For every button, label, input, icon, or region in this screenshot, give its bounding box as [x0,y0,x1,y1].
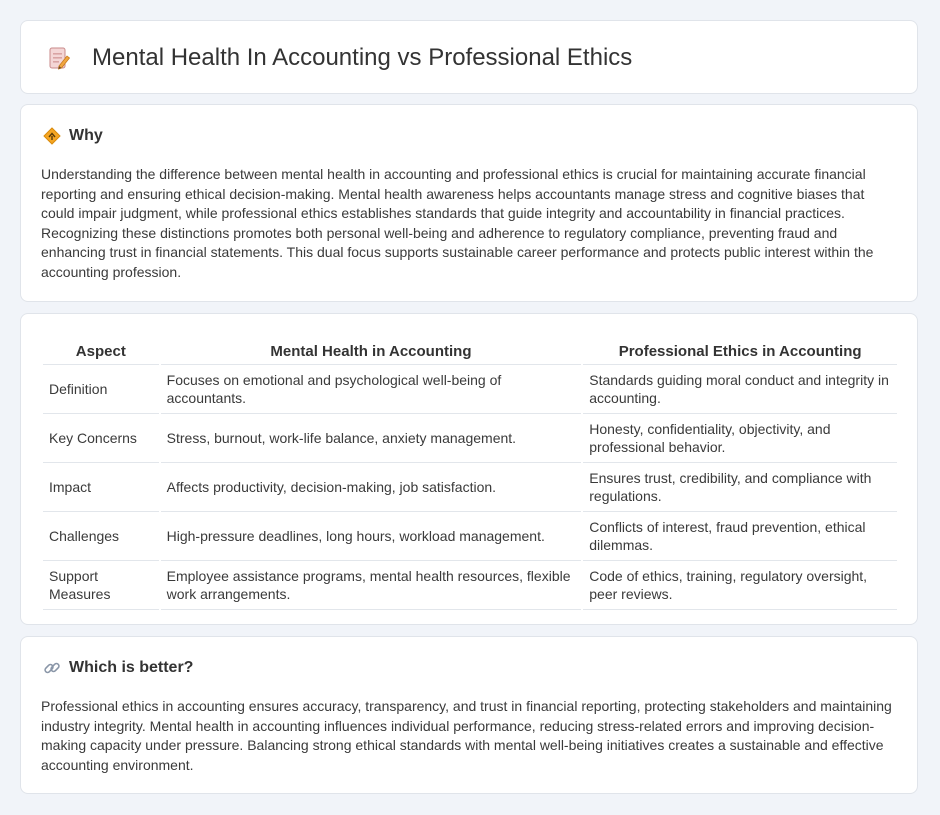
why-heading [43,127,103,145]
header-card [20,20,918,94]
table-row [43,512,897,561]
row-aspect: Support Measures [43,561,159,610]
document-pencil-icon [48,47,70,71]
header-professional-ethics: Professional Ethics in Accounting [583,334,897,365]
better-heading [43,659,193,677]
link-icon [43,659,61,677]
table-row [43,414,897,463]
table-header-row [43,334,897,365]
row-mental-health: Stress, burnout, work-life balance, anxiety management. [161,414,582,463]
table-row [43,463,897,512]
row-mental-health: Focuses on emotional and psychological well-being of accountants. [161,365,582,414]
header-mental-health: Mental Health in Accounting [161,334,582,365]
row-professional-ethics: Honesty, confidentiality, objectivity, and professional behavior. [583,414,897,463]
why-section [20,104,918,302]
row-professional-ethics: Conflicts of interest, fraud prevention, ethical dilemmas. [583,512,897,561]
comparison-table-card [20,313,918,625]
row-aspect: Challenges [43,512,159,561]
row-mental-health: Affects productivity, decision-making, job satisfaction. [161,463,582,512]
better-text: Professional ethics in accounting ensures accuracy, transparency, and trust in financial reporting, protecting stakeholders and maintaining industry integrity. Mental health in accounting influences individual performance, reducing stress-related errors and improving decision-making capacity under pressure. Balancing strong ethical standards with mental well-being initiatives creates a sustainable and effective accounting environment. [41,698,892,773]
why-text: Understanding the difference between mental health in accounting and professional ethics is crucial for maintaining accurate financial reporting and ensuring ethical decision-making. Mental health awareness helps accountants manage stress and cognitive biases that could impair judgment, while professional ethics establishes standards that guide integrity and accountability in financial practices. Recognizing these distinctions promotes both personal well-being and adherence to regulatory compliance, preventing fraud and enhancing trust in financial statements. This dual focus supports sustainable career performance and protects public interest within the accounting profession. [41,166,874,280]
row-aspect: Impact [43,463,159,512]
row-aspect: Definition [43,365,159,414]
comparison-table [41,334,899,610]
row-aspect: Key Concerns [43,414,159,463]
why-title: Why [69,127,103,144]
row-mental-health: High-pressure deadlines, long hours, workload management. [161,512,582,561]
better-title: Which is better? [69,659,194,676]
header-aspect: Aspect [43,334,159,365]
row-professional-ethics: Code of ethics, training, regulatory oversight, peer reviews. [583,561,897,610]
table-row [43,561,897,610]
diamond-warning-icon [43,127,61,145]
row-mental-health: Employee assistance programs, mental health resources, flexible work arrangements. [161,561,582,610]
which-is-better-section [20,636,918,794]
table-row [43,365,897,414]
page-title: Mental Health In Accounting vs Professional Ethics [92,44,633,71]
row-professional-ethics: Standards guiding moral conduct and integrity in accounting. [583,365,897,414]
row-professional-ethics: Ensures trust, credibility, and compliance with regulations. [583,463,897,512]
